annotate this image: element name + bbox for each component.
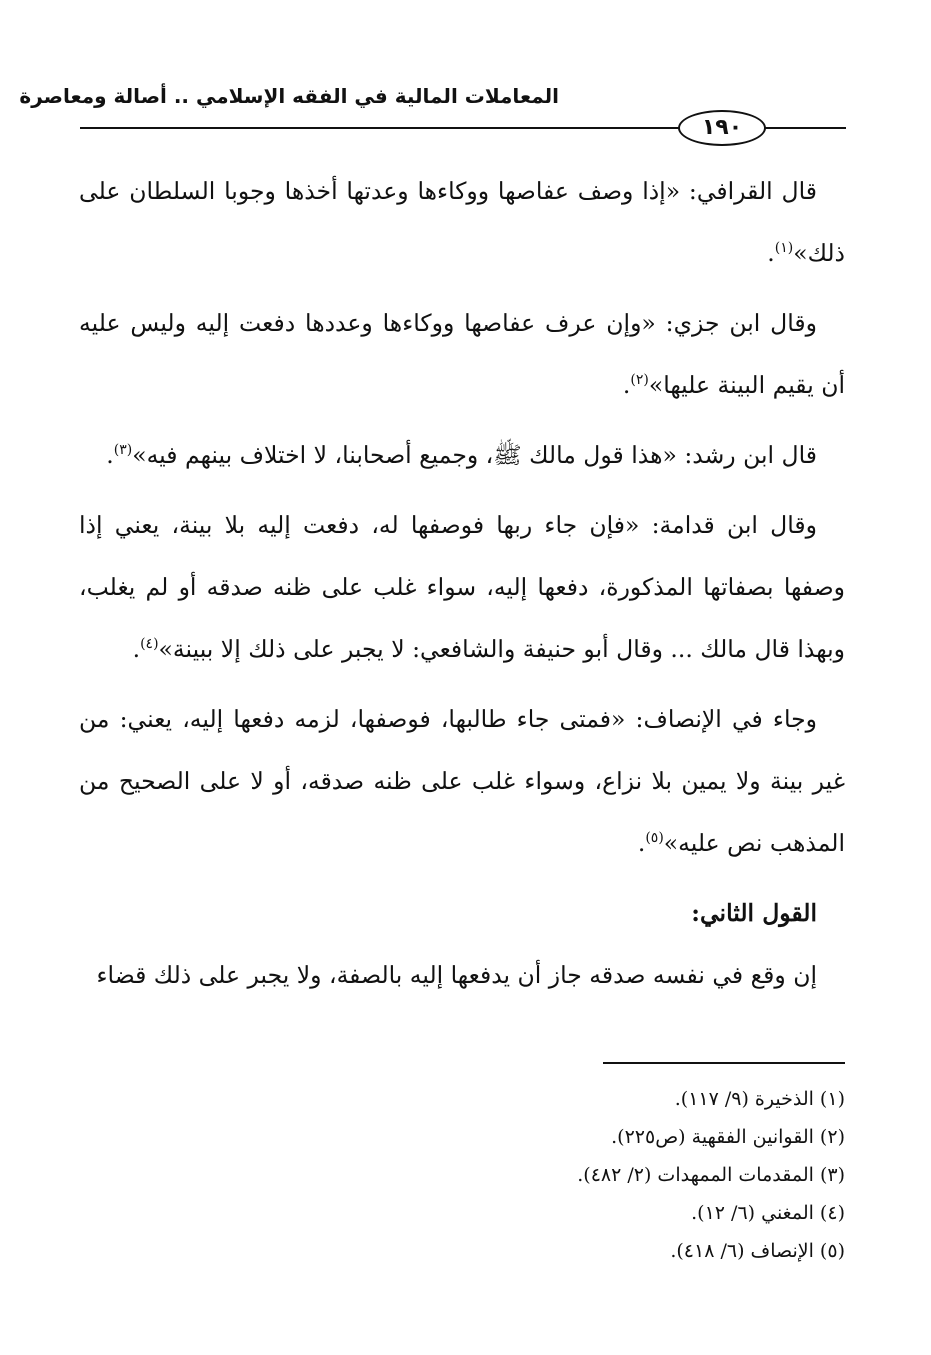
footnotes: [79, 1080, 845, 1270]
footnote: (٥) الإنصاف (٦/ ٤١٨).: [670, 1240, 845, 1262]
paragraph-text: قال القرافي: «إذا وصف عفاصها ووكاءها وعدتها أخذها وجوبا السلطان على ذلك»: [79, 177, 845, 267]
body-text: [79, 160, 845, 1014]
paragraph: قال القرافي: «إذا وصف عفاصها ووكاءها وعدتها أخذها وجوبا السلطان على ذلك»$^{(١)}$.: [79, 177, 845, 267]
paragraph: وقال ابن جزي: «وإن عرف عفاصها ووكاءها وعددها دفعت إليه وليس عليه أن يقيم البينة عليها»$^{(٢)}$.: [79, 309, 845, 399]
footnote-ref: (١): [774, 240, 794, 257]
paragraph-text: وقال ابن قدامة: «فإن جاء ربها فوصفها له، دفعت إليه بلا بينة، يعني إذا وصفها بصفاتها المذكورة، دفعها إليه، سواء غلب على ظنه صدقه أو لم يغلب، وبهذا قال مالك ... وقال أبو حنيفة والشافعي: لا يجبر على ذلك إلا ببينة»: [79, 511, 845, 663]
footnote: (٤) المغني (٦/ ١٢).: [691, 1202, 845, 1224]
footnote-ref: (٣): [113, 442, 133, 459]
footnote-ref: (٤): [140, 636, 159, 653]
page-number: ١٩٠: [678, 110, 766, 146]
footnote: (٣) المقدمات الممهدات (٢/ ٤٨٢).: [577, 1164, 845, 1186]
paragraph-text: وجاء في الإنصاف: «فمتى جاء طالبها، فوصفها، لزمه دفعها إليه، يعني: من غير بينة ولا يمين بلا نزاع، وسواء غلب على ظنه صدقه، أو لا على الصحيح من المذهب نص عليه»: [79, 705, 845, 857]
paragraph-text: قال ابن رشد: «هذا قول مالك ﷺ، وجميع أصحابنا، لا اختلاف بينهم فيه»: [132, 441, 817, 469]
footnote-ref: (٥): [645, 830, 664, 847]
paragraph: قال ابن رشد: «هذا قول مالك ﷺ، وجميع أصحابنا، لا اختلاف بينهم فيه»$^{(٣)}$.: [106, 441, 817, 469]
footnote: (٢) القوانين الفقهية (ص٢٢٥).: [611, 1126, 845, 1148]
paragraph: إن وقع في نفسه صدقه جاز أن يدفعها إليه بالصفة، ولا يجبر على ذلك قضاء: [96, 961, 817, 989]
paragraph: وجاء في الإنصاف: «فمتى جاء طالبها، فوصفها، لزمه دفعها إليه، يعني: من غير بينة ولا يمين بلا نزاع، وسواء غلب على ظنه صدقه، أو لا على الصحيح من المذهب نص عليه»$^{(٥)}$.: [79, 705, 845, 857]
section-heading: القول الثاني:: [691, 899, 817, 927]
paragraph-text: وقال ابن جزي: «وإن عرف عفاصها ووكاءها وعددها دفعت إليه وليس عليه أن يقيم البينة عليها»: [79, 309, 845, 399]
footnote-ref: (٢): [630, 372, 649, 389]
paragraph: وقال ابن قدامة: «فإن جاء ربها فوصفها له، دفعت إليه بلا بينة، يعني إذا وصفها بصفاتها المذكورة، دفعها إليه، سواء غلب على ظنه صدقه أو لم يغلب، وبهذا قال مالك ... وقال أبو حنيفة والشافعي: لا يجبر على ذلك إلا ببينة»$^{(٤)}$.: [79, 511, 845, 663]
footnote-rule: [603, 1062, 845, 1064]
running-title: المعاملات المالية في الفقه الإسلامي .. أصالة ومعاصرة: [19, 84, 559, 108]
footnote: (١) الذخيرة (٩/ ١١٧).: [674, 1088, 845, 1110]
